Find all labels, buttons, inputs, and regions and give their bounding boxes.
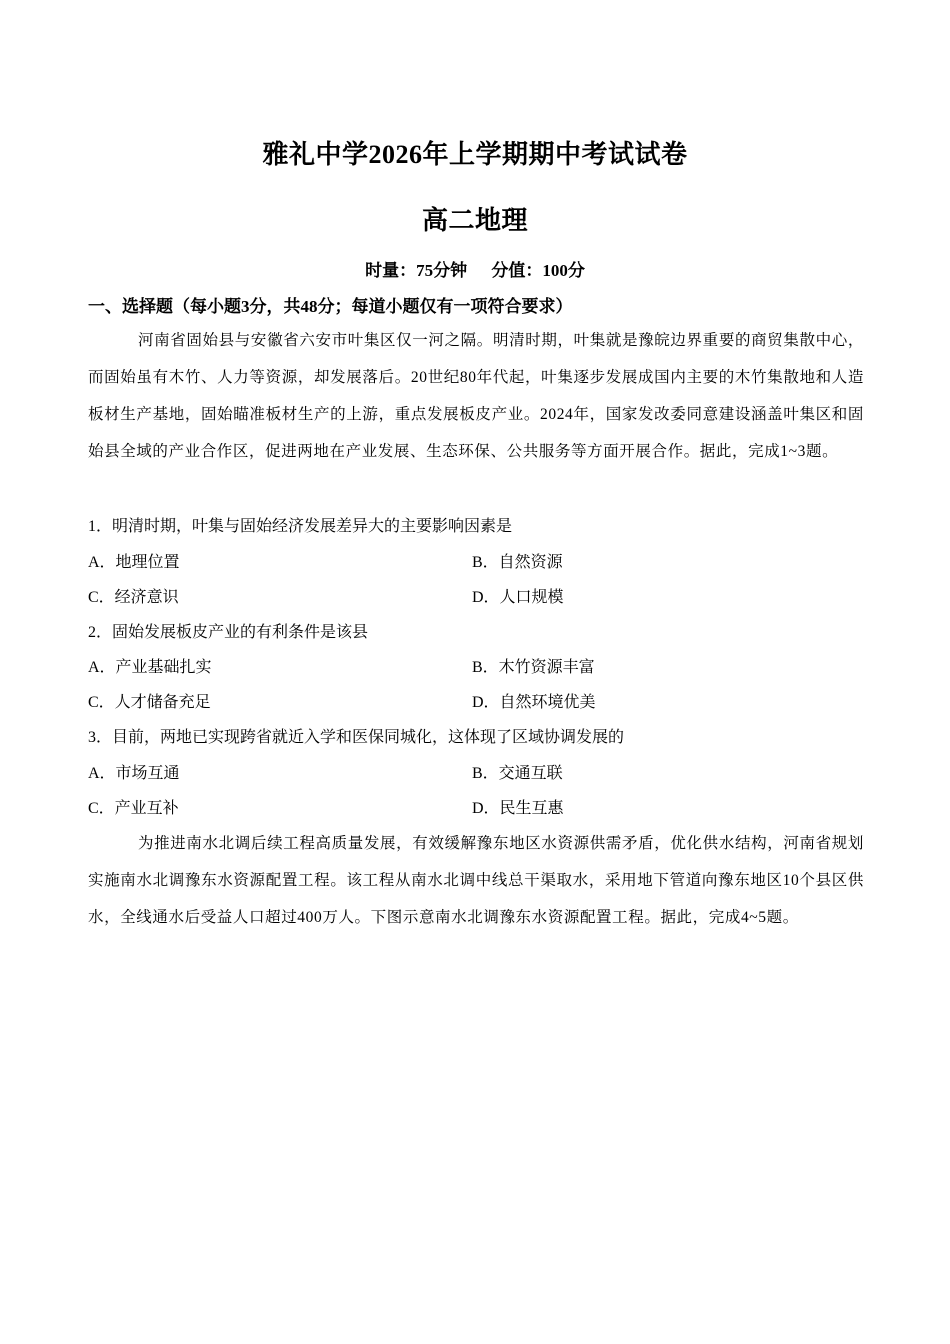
question-stem-3: 3．目前，两地已实现跨省就近入学和医保同城化，这体现了区域协调发展的 — [88, 729, 625, 746]
q2-option-b: B．木竹资源丰富 — [472, 659, 595, 676]
q3-option-c: C．产业互补 — [88, 800, 179, 817]
q3-option-a: A．市场互通 — [88, 765, 180, 782]
q2-option-c: C．人才储备充足 — [88, 694, 211, 711]
exam-subject: 高二地理 — [421, 206, 528, 235]
exam-score: 分值：100分 — [491, 261, 585, 280]
section-heading: 一、选择题（每小题3分，共48分；每道小题仅有一项符合要求） — [88, 297, 573, 316]
q2-option-d: D．自然环境优美 — [472, 694, 596, 711]
q1-option-a: A．地理位置 — [88, 554, 180, 571]
exam-time: 时量：75分钟 — [365, 261, 468, 280]
q3-option-b: B．交通互联 — [472, 765, 563, 782]
passage-2: 为推进南水北调后续工程高质量发展，有效缓解豫东地区水资源供需矛盾，优化供水结构，河南省规划实施南水北调豫东水资源配置工程。该工程从南水北调中线总干渠取水，采用地下管道向豫东地区10个县区供水，全线通水后受益人口超过400万人。下图示意南水北调豫东水资源配置工程。据此，完成4~5题。 — [88, 835, 864, 926]
question-stem-1: 1．明清时期，叶集与固始经济发展差异大的主要影响因素是 — [88, 518, 513, 535]
exam-title: 雅礼中学2026年上学期期中考试试卷 — [262, 140, 688, 169]
passage-1: 河南省固始县与安徽省六安市叶集区仅一河之隔。明清时期，叶集就是豫皖边界重要的商贸集散中心，而固始虽有木竹、人力等资源，却发展落后。20世纪80年代起，叶集逐步发展成国内主要的木竹集散地和人造板材生产基地，固始瞄准板材生产的上游，重点发展板皮产业。2024年，国家发改委同意建设涵盖叶集区和固始县全域的产业合作区，促进两地在产业发展、生态环保、公共服务等方面开展合作。据此，完成1~3题。 — [88, 332, 864, 460]
q1-option-d: D．人口规模 — [472, 589, 564, 606]
q1-option-b: B．自然资源 — [472, 554, 563, 571]
q1-option-c: C．经济意识 — [88, 589, 179, 606]
exam-meta — [0, 256, 950, 281]
q3-option-d: D．民生互惠 — [472, 800, 564, 817]
question-stem-2: 2．固始发展板皮产业的有利条件是该县 — [88, 624, 369, 641]
q2-option-a: A．产业基础扎实 — [88, 659, 212, 676]
